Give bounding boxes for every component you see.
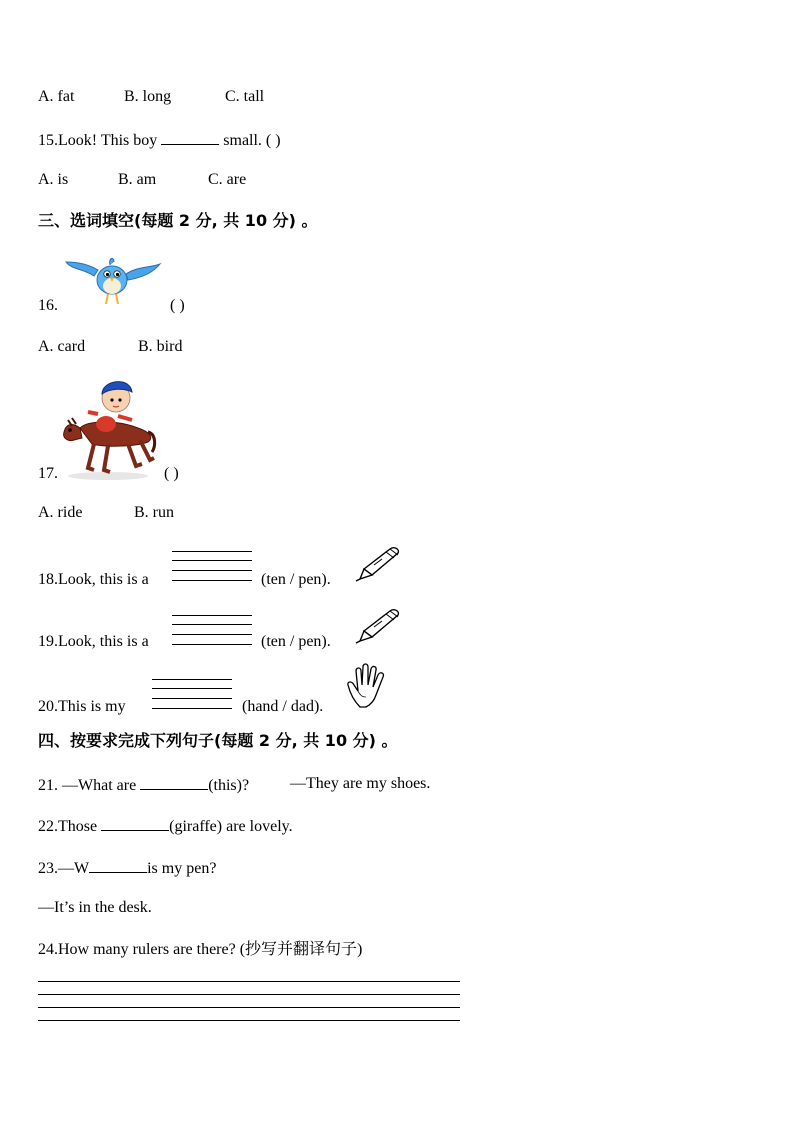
q16-number: 16.	[38, 297, 58, 314]
q18-writing-lines[interactable]	[172, 551, 252, 583]
hand-icon	[344, 661, 390, 711]
q15-option-c: C. are	[208, 171, 247, 188]
q20-prefix: 20.This is my	[38, 698, 126, 715]
q24-answer-line-1[interactable]	[38, 981, 460, 982]
q14-options	[38, 87, 265, 107]
q21-blank[interactable]	[140, 774, 208, 790]
q23-suffix: is my pen?	[147, 860, 217, 877]
q23-blank[interactable]	[89, 857, 147, 873]
boy-riding-horse-icon	[58, 372, 158, 482]
q19-prefix: 19.Look, this is a	[38, 633, 149, 650]
q16-paren: ( )	[170, 297, 185, 314]
q15-question	[38, 129, 281, 151]
q22-blank[interactable]	[101, 815, 169, 831]
section4-title: 四、按要求完成下列句子(每题 2 分, 共 10 分) 。	[38, 731, 398, 750]
q23-question	[38, 857, 216, 879]
q22-suffix: (giraffe) are lovely.	[169, 818, 293, 835]
q15-suffix: small. ( )	[219, 132, 281, 149]
q24-answer-line-4[interactable]	[38, 1020, 460, 1021]
q14-option-b: B. long	[124, 88, 172, 105]
q23-prefix: 23.—W	[38, 860, 90, 877]
q24-question: 24.How many rulers are there? (抄写并翻译句子)	[38, 941, 363, 958]
q17-option-b: B. run	[134, 504, 174, 521]
q15-blank[interactable]	[161, 129, 219, 145]
q17-options	[38, 503, 174, 523]
section3-title: 三、选词填空(每题 2 分, 共 10 分) 。	[38, 211, 318, 230]
q16-options	[38, 337, 183, 357]
q22-prefix: 22.Those	[38, 818, 102, 835]
q19-writing-lines[interactable]	[172, 615, 252, 647]
q15-prefix: 15.Look! This boy	[38, 132, 162, 149]
q22-question	[38, 815, 293, 837]
q23-answer: —It’s in the desk.	[38, 899, 152, 916]
q19-suffix: (ten / pen).	[261, 633, 331, 650]
q24-answer-line-2[interactable]	[38, 994, 460, 995]
q20-suffix: (hand / dad).	[242, 698, 324, 715]
q20-writing-lines[interactable]	[152, 679, 232, 711]
q16-option-b: B. bird	[138, 338, 183, 355]
pen-icon	[350, 603, 406, 647]
bird-icon	[64, 248, 162, 310]
q15-options	[38, 170, 247, 190]
q21-mid: (this)?	[208, 777, 250, 794]
q24-answer-line-3[interactable]	[38, 1007, 460, 1008]
q17-number: 17.	[38, 465, 58, 482]
q18-suffix: (ten / pen).	[261, 571, 331, 588]
q14-option-a: A. fat	[38, 88, 75, 105]
q21-prefix: 21. —What are	[38, 777, 141, 794]
q15-option-a: A. is	[38, 171, 69, 188]
q16-option-a: A. card	[38, 338, 86, 355]
q21-question	[38, 774, 249, 796]
q17-paren: ( )	[164, 465, 179, 482]
q14-option-c: C. tall	[225, 88, 265, 105]
q21-answer: —They are my shoes.	[290, 775, 431, 792]
q18-prefix: 18.Look, this is a	[38, 571, 149, 588]
q15-option-b: B. am	[118, 171, 157, 188]
pen-icon	[350, 541, 406, 585]
q17-option-a: A. ride	[38, 504, 83, 521]
